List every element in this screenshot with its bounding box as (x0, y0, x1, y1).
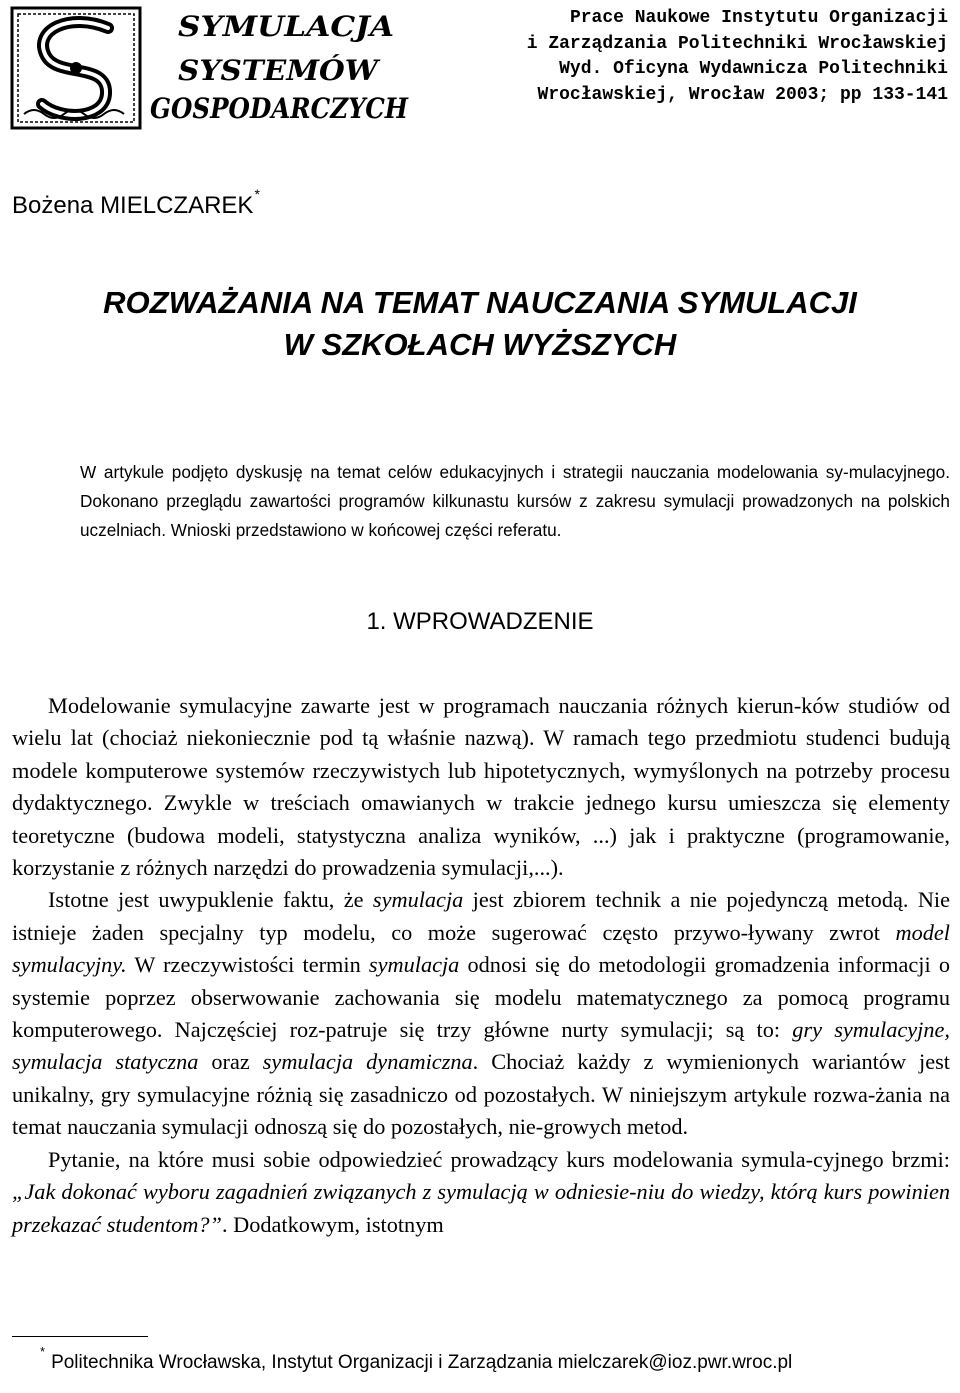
publication-line: Prace Naukowe Instytutu Organizacji (569, 8, 948, 28)
footnote (40, 1344, 793, 1374)
publication-line: i Zarządzania Politechniki Wrocławskiej (526, 33, 948, 54)
text-run: Istotne jest uwypuklenie faktu, że (48, 887, 373, 913)
abstract: W artykule podjęto dyskusję na temat celów edukacyjnych i strategii nauczania modelowania sy-mulacyjnego. Dokonano przeglądu zawartości programów kilkunastu kursów z zakresu symulacji prowadzonych na polskich uczelniach. Wnioski przedstawiono w końcowej części referatu. (80, 462, 950, 540)
text-run: odnosi się do metodologii gromadzenia informacji o systemie poprzez obserwowanie zachowania się modelu matematycznego za pomocą programu komputerowego. Najczęściej roz-patruje się trzy główne nurty symulacji; są to: (12, 952, 950, 1043)
italic-term: gry symulacyjne, symulacja statyczna (12, 1017, 950, 1075)
author-name: Bożena MIELCZAREK (12, 192, 254, 219)
italic-term: symulacja (368, 952, 460, 978)
italic-term: model symulacyjny. (12, 919, 950, 978)
paragraph-1 (12, 690, 950, 884)
title-line-1: ROZWAŻANIA NA TEMAT NAUCZANIA SYMULACJI (103, 285, 857, 320)
logo-line-2: SYSTEMÓW (178, 54, 368, 87)
publication-line: Wyd. Oficyna Wydawnicza Politechniki (559, 59, 948, 79)
text-run: Pytanie, na które musi sobie odpowiedzieć prowadzący kurs modelowania symula-cyjnego brzmi: (48, 1146, 950, 1172)
italic-question: „Jak dokonać wyboru zagadnień związanych z symulacją w odniesie-niu do wiedzy, którą kurs powinien przekazać studentom?” (12, 1179, 950, 1237)
footnote-rule (12, 1336, 148, 1337)
italic-term: symulacja dynamiczna (262, 1049, 473, 1075)
logo-line-1: SYMULACJA (178, 10, 394, 43)
journal-logo (10, 6, 410, 132)
text-run: jest zbiorem technik a nie pojedynczą metodą. Nie istnieje żaden specjalny typ modelu, co może sugerować często przywo-ływany zwrot (12, 887, 951, 945)
text-run: . Chociaż każdy z wymienionych wariantów jest unikalny, gry symulacyjne różnią się zasadniczo od pozostałych. W niniejszym artykule rozwa-żania na temat nauczania symulacji odnoszą się do pozostałych, nie-growych metod. (12, 1049, 950, 1140)
body-text (12, 690, 950, 1241)
text-run: oraz (198, 1049, 263, 1075)
text-run: W rzeczywistości termin (126, 952, 369, 978)
paragraph-3 (12, 1144, 950, 1241)
author (12, 186, 260, 220)
logo-line-3: GOSPODARCZYCH (150, 92, 410, 125)
text-run: Modelowanie symulacyjne zawarte jest w programach nauczania różnych kierun-ków studiów od wielu lat (chociaż niekoniecznie pod tą właśnie nazwą). W ramach tego przedmiotu studenci budują modele komputerowe systemów rzeczywistych lub hipotetycznych, wymyślonych na potrzeby procesu dydaktycznego. Zwykle w treściach omawianych w trakcie jednego kursu umieszcza się elementy teoretyczne (budowa modeli, statystyczna analiza wyników, ...) jak i praktyczne (programowanie, korzystanie z różnych narzędzi do prowadzenia symulacji,...). (12, 693, 950, 881)
author-footnote-mark: * (254, 186, 260, 202)
ornamental-s-icon (12, 8, 140, 128)
publication-line: Wrocławskiej, Wrocław 2003; pp 133-141 (537, 84, 948, 105)
paper-title (0, 282, 960, 366)
text-run: . Dodatkowym, istotnym (221, 1211, 444, 1237)
title-line-2: W SZKOŁACH WYŻSZYCH (283, 327, 677, 362)
footnote-text: Politechnika Wrocławska, Instytut Organizacji i Zarządzania mielczarek@ioz.pwr.wroc.pl (51, 1352, 793, 1373)
section-heading: 1. WPROWADZENIE (366, 608, 594, 635)
publication-info (478, 6, 948, 108)
paragraph-2 (12, 884, 950, 1143)
italic-term: symulacja (372, 887, 464, 913)
footnote-mark: * (40, 1344, 46, 1359)
